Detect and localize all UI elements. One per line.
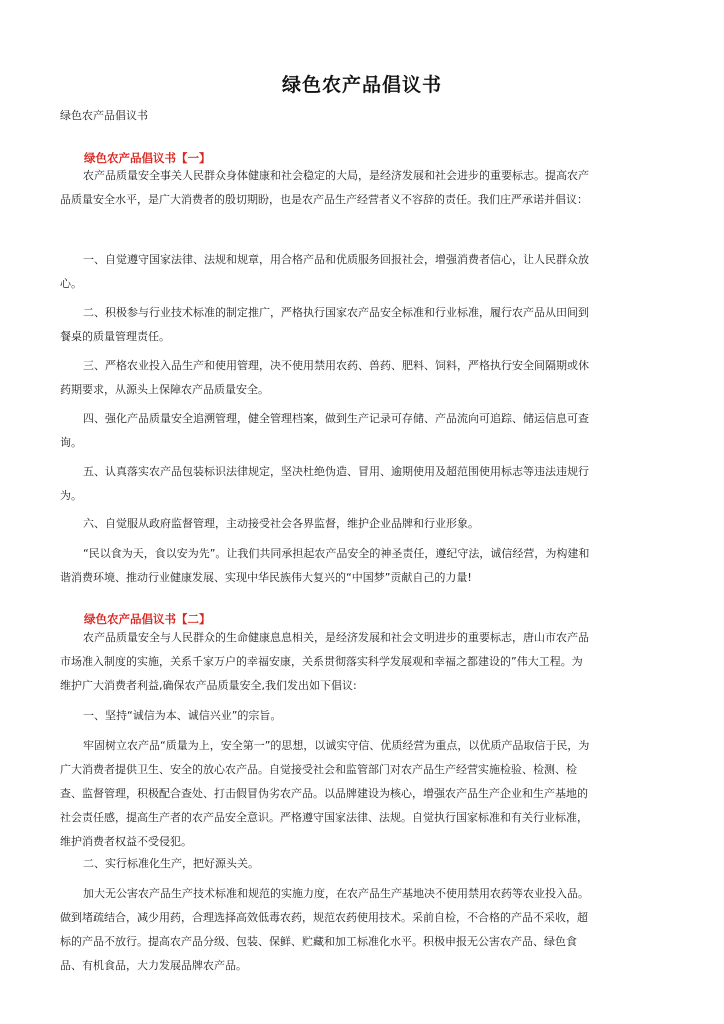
paragraph: 五、认真落实农产品包装标识法律规定，坚决杜绝伪造、冒用、逾期使用及超范围使用标志等违法违规行为。 bbox=[60, 465, 589, 502]
paragraph: 一、坚持“诚信为本、诚信兴业”的宗旨。 bbox=[83, 709, 282, 722]
paragraph: 农产品质量安全与人民群众的生命健康息息相关，是经济发展和社会文明进步的重要标志，唐山市农产品市场准入制度的实施，关系千家万户的幸福安康，关系贯彻落实科学发展观和幸福之都建设的”伟大工程。为维护广大消费者利益,确保农产品质量安全,我们发出如下倡议: bbox=[60, 631, 589, 692]
page-title: 绿色农产品倡议书 bbox=[281, 74, 442, 96]
paragraph: 加大无公害农产品生产技术标准和规范的实施力度，在农产品生产基地决不使用禁用农药等农业投入品。做到堵疏结合，减少用药，合理选择高效低毒农药，规范农药使用技术。采前自检，不合格的产品不采收，超标的产品不放行。提高农产品分级、包装、保鲜、贮藏和加工标准化水平。积极申报无公害农产品、绿色食品、有机食品，大力发展品牌农产品。 bbox=[60, 887, 589, 972]
paragraph: 农产品质量安全事关人民群众身体健康和社会稳定的大局，是经济发展和社会进步的重要标志。提高农产品质量安全水平，是广大消费者的殷切期盼，也是农产品生产经营者义不容辞的责任。我们庄严承诺并倡议： bbox=[60, 169, 589, 206]
paragraph: 二、实行标准化生产，把好源头关。 bbox=[83, 857, 259, 870]
section-1-heading: 绿色农产品倡议书【一】 bbox=[84, 151, 211, 165]
paragraph: 四、强化产品质量安全追溯管理，健全管理档案，做到生产记录可存储、产品流向可追踪、储运信息可查询。 bbox=[60, 412, 589, 449]
section-2-heading: 绿色农产品倡议书【二】 bbox=[84, 612, 211, 626]
paragraph: 一、自觉遵守国家法律、法规和规章，用合格产品和优质服务回报社会，增强消费者信心，让人民群众放心。 bbox=[60, 253, 589, 290]
paragraph: 三、严格农业投入品生产和使用管理，决不使用禁用农药、兽药、肥料、饲料，严格执行安全间隔期或休药期要求，从源头上保障农产品质量安全。 bbox=[60, 359, 589, 396]
paragraph: 二、积极参与行业技术标准的制定推广，严格执行国家农产品安全标准和行业标准，履行农产品从田间到餐桌的质量管理责任。 bbox=[60, 306, 589, 343]
paragraph: 六、自觉服从政府监督管理，主动接受社会各界监督，维护企业品牌和行业形象。 bbox=[83, 517, 479, 530]
paragraph: 牢固树立农产品“质量为上，安全第一”的思想，以诚实守信、优质经营为重点，以优质产品取信于民，为广大消费者提供卫生、安全的放心农产品。自觉接受社会和监管部门对农产品生产经营实施检验、检测、检查、监督管理，积极配合查处、打击假冒伪劣农产品。以品牌建设为核心，增强农产品生产企业和生产基地的社会责任感，提高生产者的农产品安全意识。严格遵守国家法律、法规。自觉执行国家标准和有关行业标准，维护消费者权益不受侵犯。 bbox=[60, 739, 590, 848]
paragraph: “民以食为天，食以安为先”。让我们共同承担起农产品安全的神圣责任，遵纪守法，诚信经营，为构建和谐消费环境、推动行业健康发展、实现中华民族伟大复兴的“中国梦”贡献自己的力量! bbox=[60, 547, 590, 584]
page-subtitle: 绿色农产品倡议书 bbox=[60, 109, 148, 122]
